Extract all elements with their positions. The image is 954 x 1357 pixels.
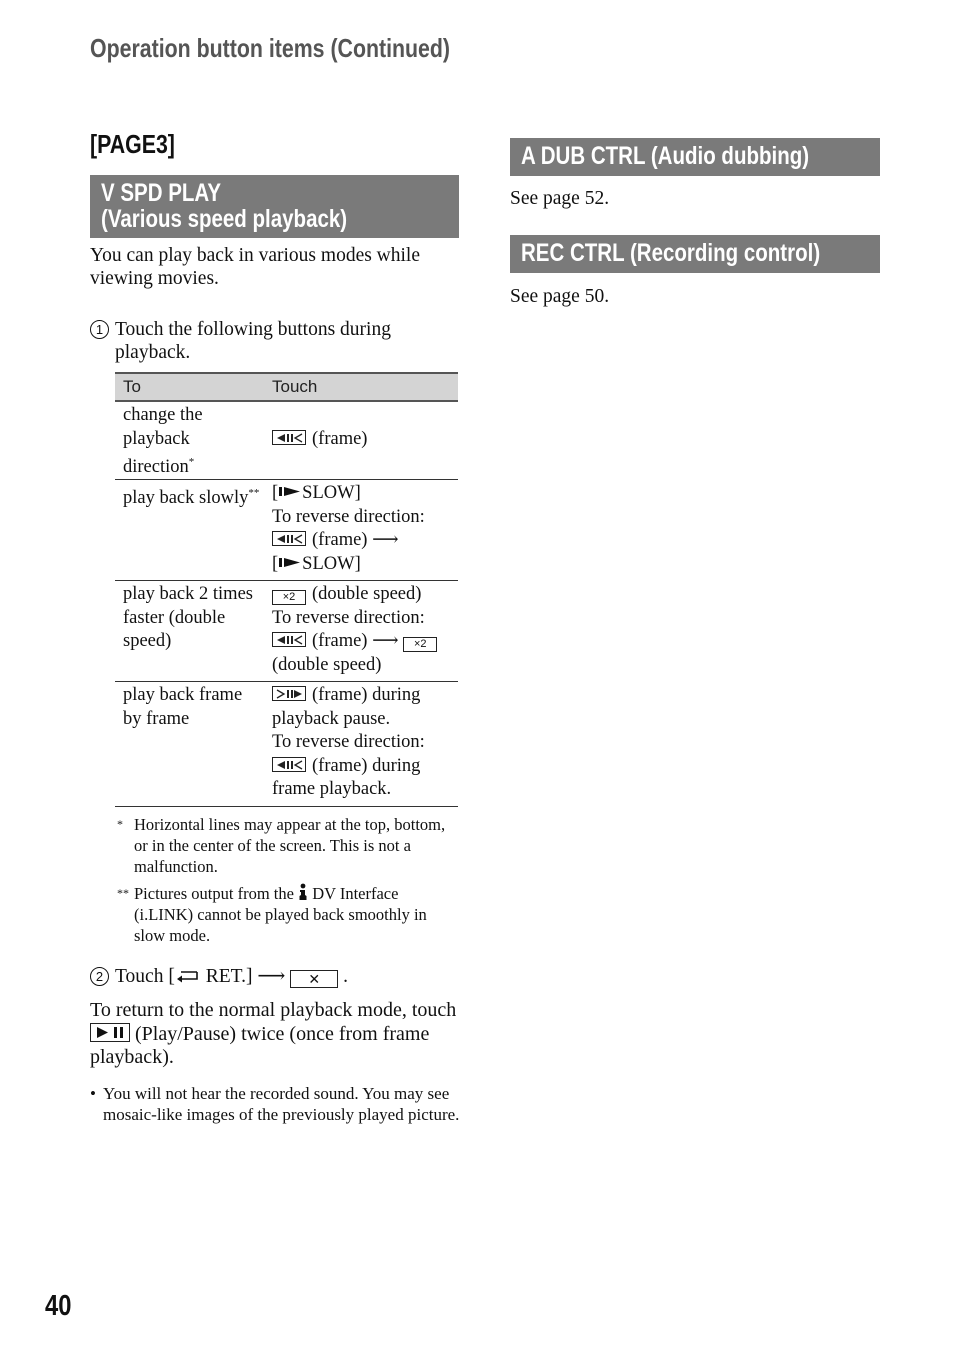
return-icon bbox=[175, 966, 201, 987]
slow-icon bbox=[278, 483, 302, 503]
footnote-mark: ** bbox=[117, 886, 129, 900]
arrow-icon: ⟶ bbox=[372, 631, 399, 652]
arrow-icon: ⟶ bbox=[257, 966, 286, 987]
bullet-icon: • bbox=[90, 1084, 96, 1103]
double-speed-icon: ×2 bbox=[403, 637, 437, 652]
double-speed-icon: ×2 bbox=[272, 590, 306, 605]
play-pause-icon bbox=[90, 1023, 130, 1042]
dv-interface-icon bbox=[298, 884, 308, 903]
reverse-frame-icon bbox=[272, 430, 306, 445]
table-row bbox=[115, 480, 458, 581]
row-touch: (frame) during playback pause. To reverse direction: (frame) during frame playback. bbox=[272, 685, 425, 800]
bullet-note: • You will not hear the recorded sound. You may see mosaic-like images of the previously played picture. bbox=[90, 1084, 460, 1124]
reverse-frame-icon bbox=[272, 632, 306, 647]
row-touch: (frame) bbox=[272, 428, 462, 452]
footnote-1 bbox=[117, 814, 459, 877]
col-touch-header: Touch bbox=[272, 377, 318, 396]
row-to: play back slowly** bbox=[123, 487, 260, 508]
footnote-text: Pictures output from the DV Interface (i.LINK) cannot be played back smoothly in slow mode. bbox=[134, 884, 427, 945]
table-row bbox=[115, 581, 458, 682]
row-to: change the playback direction* bbox=[123, 405, 203, 478]
step-1 bbox=[90, 318, 460, 364]
footnote-text: Horizontal lines may appear at the top, bottom, or in the center of the screen. This is not a malfunction. bbox=[134, 815, 446, 876]
row-to: play back frame by frame bbox=[123, 685, 243, 729]
row-to: play back 2 times faster (double speed) bbox=[123, 584, 253, 652]
table-header bbox=[115, 372, 458, 402]
adub-see-page: See page 52. bbox=[510, 188, 610, 209]
rec-see-page: See page 50. bbox=[510, 286, 610, 307]
page-number: 40 bbox=[45, 1290, 72, 1322]
arrow-icon: ⟶ bbox=[372, 530, 399, 551]
step-number-1: 1 bbox=[90, 320, 109, 339]
step-2: 2 Touch [ RET.] ⟶ ✕ . bbox=[90, 965, 460, 988]
adub-title-bar: A DUB CTRL (Audio dubbing) bbox=[510, 138, 880, 176]
table-row bbox=[115, 682, 458, 807]
step-1-text: Touch the following buttons during playback. bbox=[115, 319, 391, 363]
footnote-mark: * bbox=[117, 817, 123, 831]
page-label: [PAGE3] bbox=[90, 129, 175, 159]
running-head: Operation button items (Continued) bbox=[90, 33, 451, 63]
slow-icon bbox=[278, 554, 302, 574]
vspd-title-line1: V SPD PLAY bbox=[101, 179, 222, 207]
return-paragraph: To return to the normal playback mode, touch (Play/Pause) twice (once from frame playback). bbox=[90, 999, 457, 1068]
close-icon: ✕ bbox=[290, 970, 338, 988]
col-to-header: To bbox=[123, 377, 141, 396]
table-row bbox=[115, 402, 458, 480]
step-number-2: 2 bbox=[90, 967, 109, 986]
rec-title-bar: REC CTRL (Recording control) bbox=[510, 235, 880, 273]
vspd-intro: You can play back in various modes while viewing movies. bbox=[90, 245, 421, 289]
footnote-2 bbox=[117, 883, 459, 946]
vspd-title-bar bbox=[90, 175, 459, 238]
row-touch: ×2 (double speed) To reverse direction: (frame) ⟶ ×2 (double speed) bbox=[272, 583, 462, 677]
forward-frame-icon bbox=[272, 686, 306, 701]
reverse-frame-icon bbox=[272, 531, 306, 546]
vspd-title-line2: (Various speed playback) bbox=[101, 205, 348, 233]
reverse-frame-icon bbox=[272, 757, 306, 772]
row-touch: [ SLOW] To reverse direction: (frame) ⟶ [ SLOW] bbox=[272, 483, 425, 574]
